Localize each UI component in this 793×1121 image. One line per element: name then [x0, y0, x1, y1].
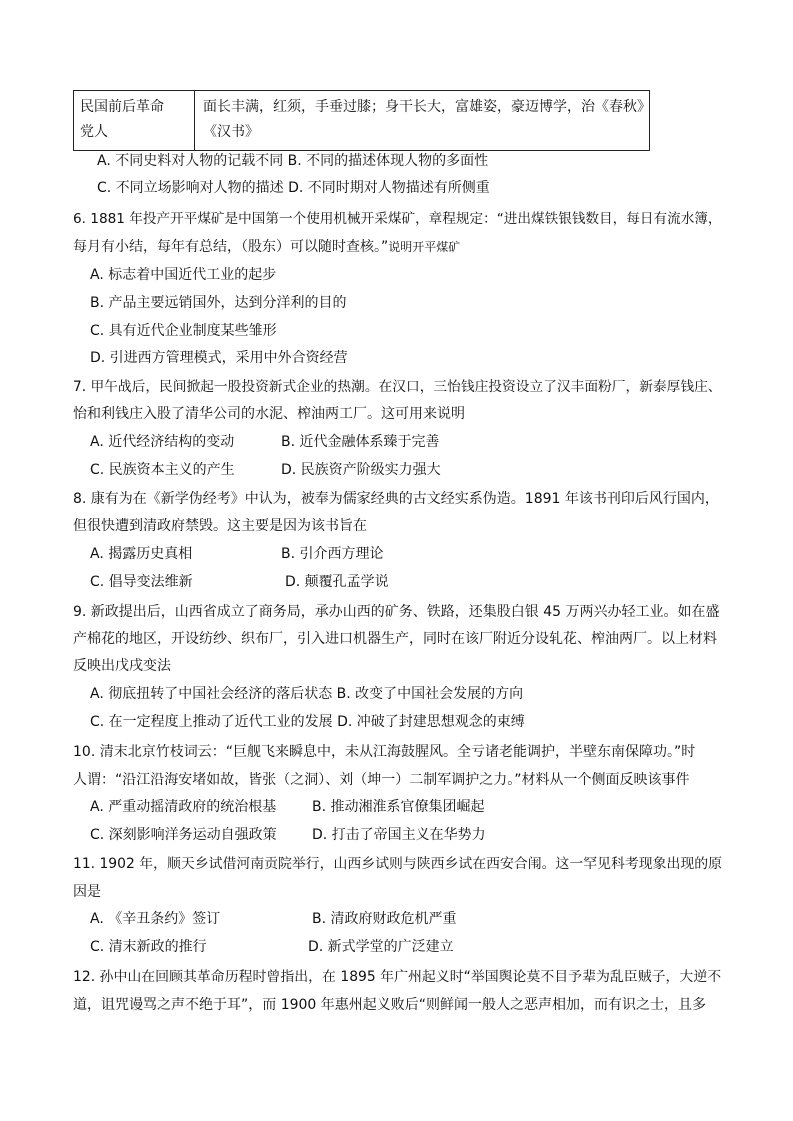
question-10-option-b: B. 推动湘淮系官僚集团崛起 [312, 799, 485, 815]
question-7-option-d: D. 民族资产阶级实力强大 [281, 462, 441, 478]
question-5-option-line: A. 不同史料对人物的记载不同 B. 不同的描述体现人物的多面性 [97, 153, 489, 169]
question-8-option-c: C. 倡导变法维新 [90, 574, 193, 590]
question-10-stem: 人谓：“沿江沿海安堵如故，皆张（之洞）、刘（坤一）二制军调护之力。”材料从一个侧面反映该事件 [73, 772, 690, 788]
question-8-option-d: D. 颠覆孔孟学说 [285, 574, 389, 590]
question-5-option-line: C. 不同立场影响对人物的描述 D. 不同时期对人物描述有所侧重 [97, 180, 490, 196]
question-6-option-c: C. 具有近代企业制度某些雏形 [90, 323, 277, 339]
table-description-line: 面长丰满，红须，手垂过膝；身干长大，富雄姿，豪迈博学，治《春秋》 [203, 99, 651, 115]
question-8-stem: 8. 康有为在《新学伪经考》中认为，被奉为儒家经典的古文经实系伪造。1891 年该书刊印后风行国内， [73, 491, 719, 507]
question-9-stem: 产棉花的地区，开设纺纱、织布厂，引入进口机器生产，同时在该厂附近分设轧花、榨油两厂。以上材料 [73, 631, 717, 647]
question-11-stem: 因是 [73, 884, 101, 900]
table-row-label-cell [74, 91, 195, 150]
question-7-stem: 7. 甲午战后，民间掀起一股投资新式企业的热潮。在汉口，三怡钱庄投资设立了汉丰面粉厂，新泰厚钱庄、 [73, 379, 722, 395]
question-6-option-d: D. 引进西方管理模式，采用中外合资经营 [90, 350, 348, 366]
question-6-stem: 6. 1881 年投产开平煤矿是中国第一个使用机械开采煤矿，章程规定：“进出煤铁银钱数目，每日有流水簿， [73, 211, 722, 227]
question-8-stem: 但很快遭到清政府禁毁。这主要是因为该书旨在 [73, 518, 367, 534]
question-6-option-a: A. 标志着中国近代工业的起步 [90, 267, 277, 283]
question-9-stem: 反映出戊戌变法 [73, 658, 171, 674]
question-8-option-b: B. 引介西方理论 [281, 546, 384, 562]
question-8-option-a: A. 揭露历史真相 [90, 546, 193, 562]
question-10-option-c: C. 深刻影响洋务运动自强政策 [90, 827, 277, 843]
question-12-stem: 12. 孙中山在回顾其革命历程时曾指出，在 1895 年广州起义时“举国舆论莫不目予辈为乱臣贼子，大逆不 [73, 969, 722, 985]
question-6-stem-text: 每月有小结，每年有总结，（股东）可以随时查核。” [73, 239, 389, 255]
question-11-option-a: A. 《辛丑条约》签订 [90, 911, 221, 927]
question-6-option-b: B. 产品主要远销国外，达到分洋利的目的 [90, 295, 347, 311]
question-11-option-c: C. 清末新政的推行 [90, 939, 207, 955]
table-description-cell [195, 91, 649, 150]
question-7-option-a: A. 近代经济结构的变动 [90, 434, 235, 450]
question-9-options-ab: A. 彻底扭转了中国社会经济的落后状态 B. 改变了中国社会发展的方向 [90, 686, 524, 702]
question-7-option-c: C. 民族资本主义的产生 [90, 462, 235, 478]
question-10-option-d: D. 打击了帝国主义在华势力 [312, 827, 486, 843]
question-11-option-b: B. 清政府财政危机严重 [312, 911, 457, 927]
question-7-option-b: B. 近代金融体系臻于完善 [281, 434, 440, 450]
question-11-option-d: D. 新式学堂的广泛建立 [308, 939, 454, 955]
question-6-stem [73, 236, 460, 258]
table-description-line: 《汉书》 [203, 124, 259, 140]
question-10-stem: 10. 清末北京竹枝词云：“巨舰飞来瞬息中，未从江海鼓腥风。全亏诸老能调护，半壁东南保障功。”时 [73, 744, 696, 760]
question-6-stem-tail: 说明开平煤矿 [388, 240, 461, 254]
question-7-stem: 怡和利钱庄入股了清华公司的水泥、榨油两工厂。这可用来说明 [73, 406, 465, 422]
table-row-label-line: 民国前后革命 [80, 99, 164, 115]
table-row-label-line: 党人 [80, 124, 108, 140]
question-10-option-a: A. 严重动摇清政府的统治根基 [90, 799, 277, 815]
question-11-stem: 11. 1902 年，顺天乡试借河南贡院举行，山西乡试则与陕西乡试在西安合闱。这一罕见科考现象出现的原 [73, 856, 722, 872]
question-9-stem: 9. 新政提出后，山西省成立了商务局，承办山西的矿务、铁路，还集股白银 45 万两兴办轻工业。如在盛 [73, 604, 720, 620]
question-9-options-cd: C. 在一定程度上推动了近代工业的发展 D. 冲破了封建思想观念的束缚 [90, 714, 525, 730]
source-table [73, 90, 650, 151]
question-12-stem: 道，诅咒谩骂之声不绝于耳”，而 1900 年惠州起义败后“则鲜闻一般人之恶声相加，而有识之士，且多 [73, 997, 707, 1013]
